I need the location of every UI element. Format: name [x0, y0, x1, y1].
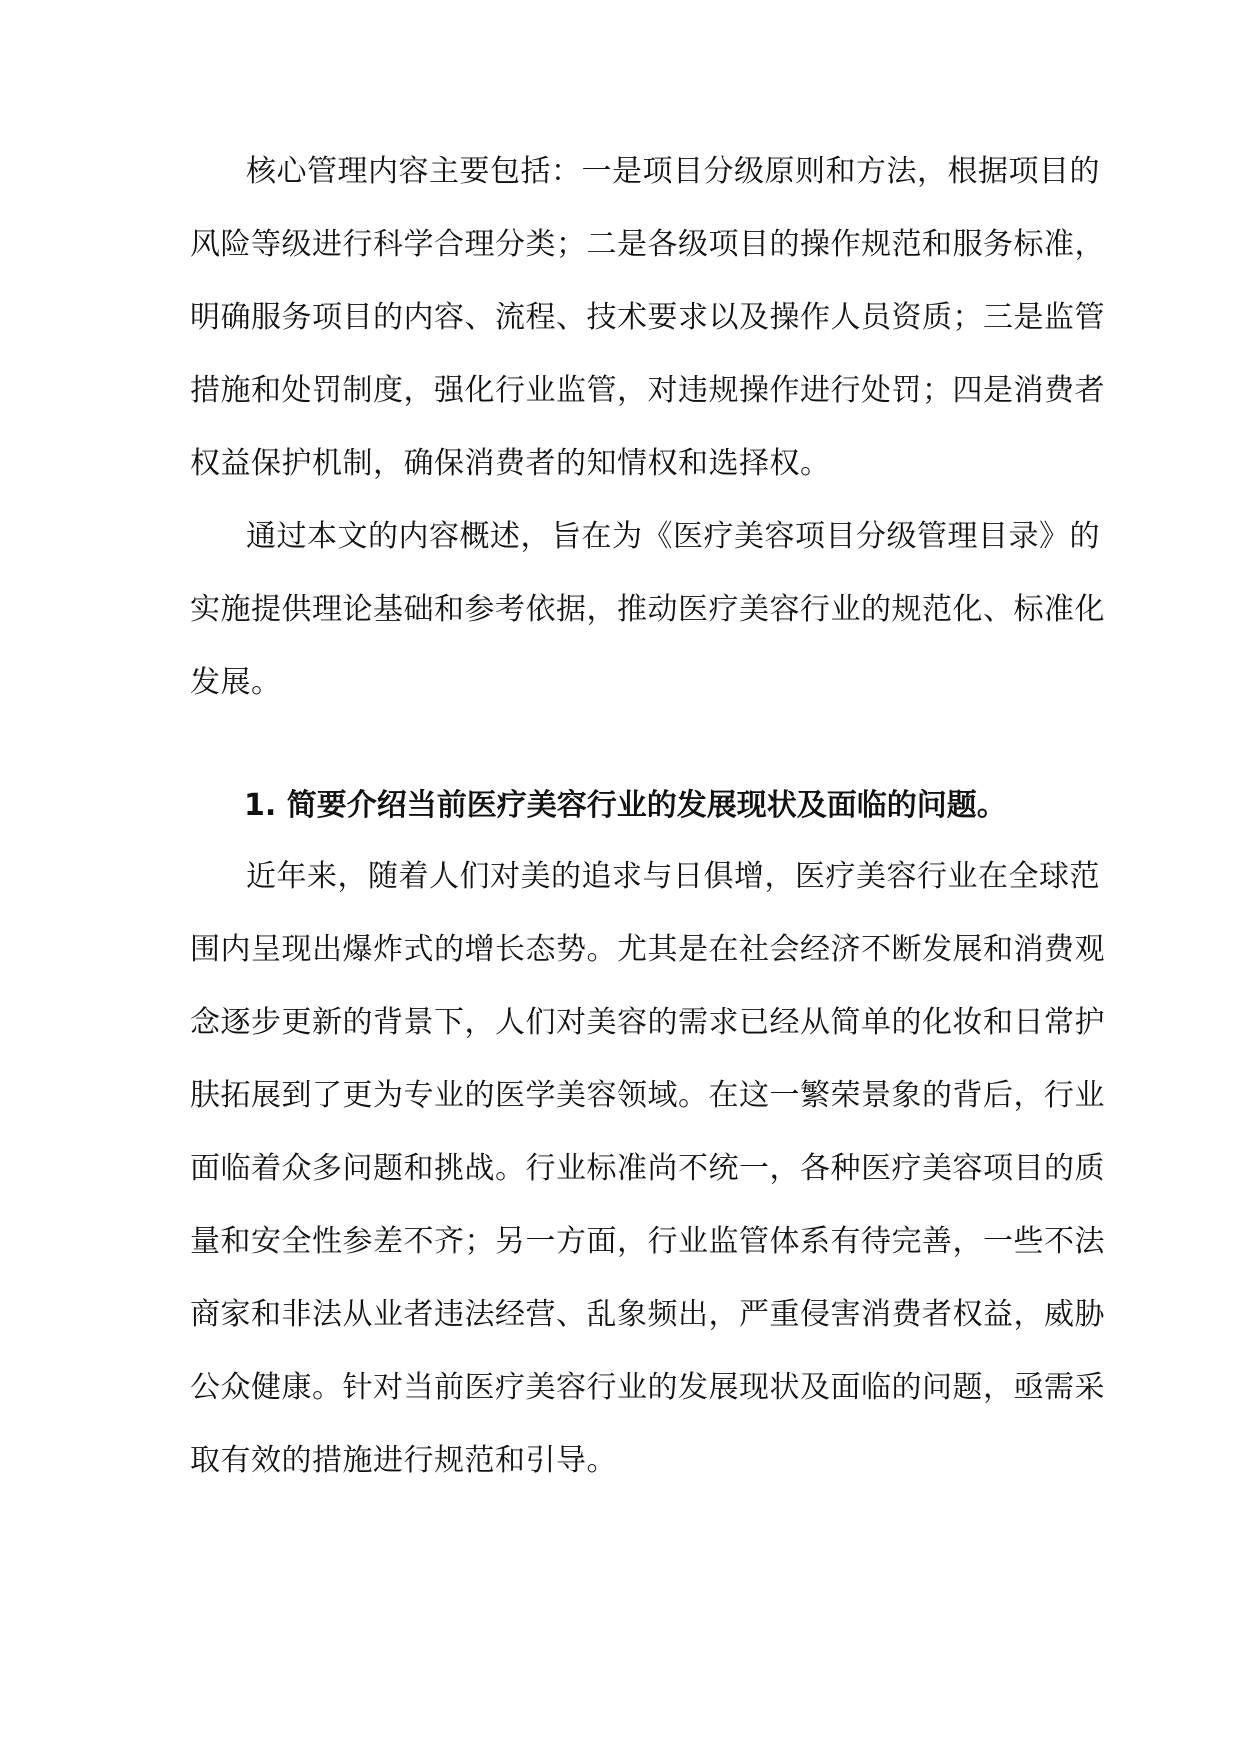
paragraph-line: 面临着众多问题和挑战。行业标准尚不统一，各种医疗美容项目的质: [190, 1151, 1105, 1186]
paragraph-line: 商家和非法从业者违法经营、乱象频出，严重侵害消费者权益，威胁: [190, 1297, 1105, 1332]
paragraph-line: 公众健康。针对当前医疗美容行业的发展现状及面临的问题，亟需采: [190, 1370, 1105, 1405]
paragraph-industry-status: [190, 840, 1105, 1497]
paragraph-line: 风险等级进行科学合理分类；二是各级项目的操作规范和服务标准，: [190, 227, 1105, 262]
paragraph-line: 通过本文的内容概述，旨在为《医疗美容项目分级管理目录》的: [246, 519, 1100, 554]
paragraph-purpose: [190, 500, 1105, 719]
paragraph-line: 发展。: [190, 665, 282, 700]
paragraph-line: 取有效的措施进行规范和引导。: [190, 1443, 617, 1478]
paragraph-line: 明确服务项目的内容、流程、技术要求以及操作人员资质；三是监管: [190, 300, 1105, 335]
paragraph-line: 权益保护机制，确保消费者的知情权和选择权。: [190, 446, 831, 481]
paragraph-core-management: [190, 135, 1105, 500]
paragraph-line: 量和安全性参差不齐；另一方面，行业监管体系有待完善，一些不法: [190, 1224, 1105, 1259]
paragraph-line: 肤拓展到了更为专业的医学美容领域。在这一繁荣景象的背后，行业: [190, 1078, 1105, 1113]
paragraph-line: 围内呈现出爆炸式的增长态势。尤其是在社会经济不断发展和消费观: [190, 932, 1105, 967]
paragraph-line: 核心管理内容主要包括：一是项目分级原则和方法，根据项目的: [246, 154, 1100, 189]
paragraph-line: 实施提供理论基础和参考依据，推动医疗美容行业的规范化、标准化: [190, 592, 1105, 627]
paragraph-line: 近年来，随着人们对美的追求与日俱增，医疗美容行业在全球范: [246, 859, 1100, 894]
paragraph-line: 念逐步更新的背景下，人们对美容的需求已经从简单的化妆和日常护: [190, 1005, 1105, 1040]
paragraph-line: 措施和处罚制度，强化行业监管，对违规操作进行处罚；四是消费者: [190, 373, 1105, 408]
section-heading: 1. 简要介绍当前医疗美容行业的发展现状及面临的问题。: [244, 788, 1007, 823]
